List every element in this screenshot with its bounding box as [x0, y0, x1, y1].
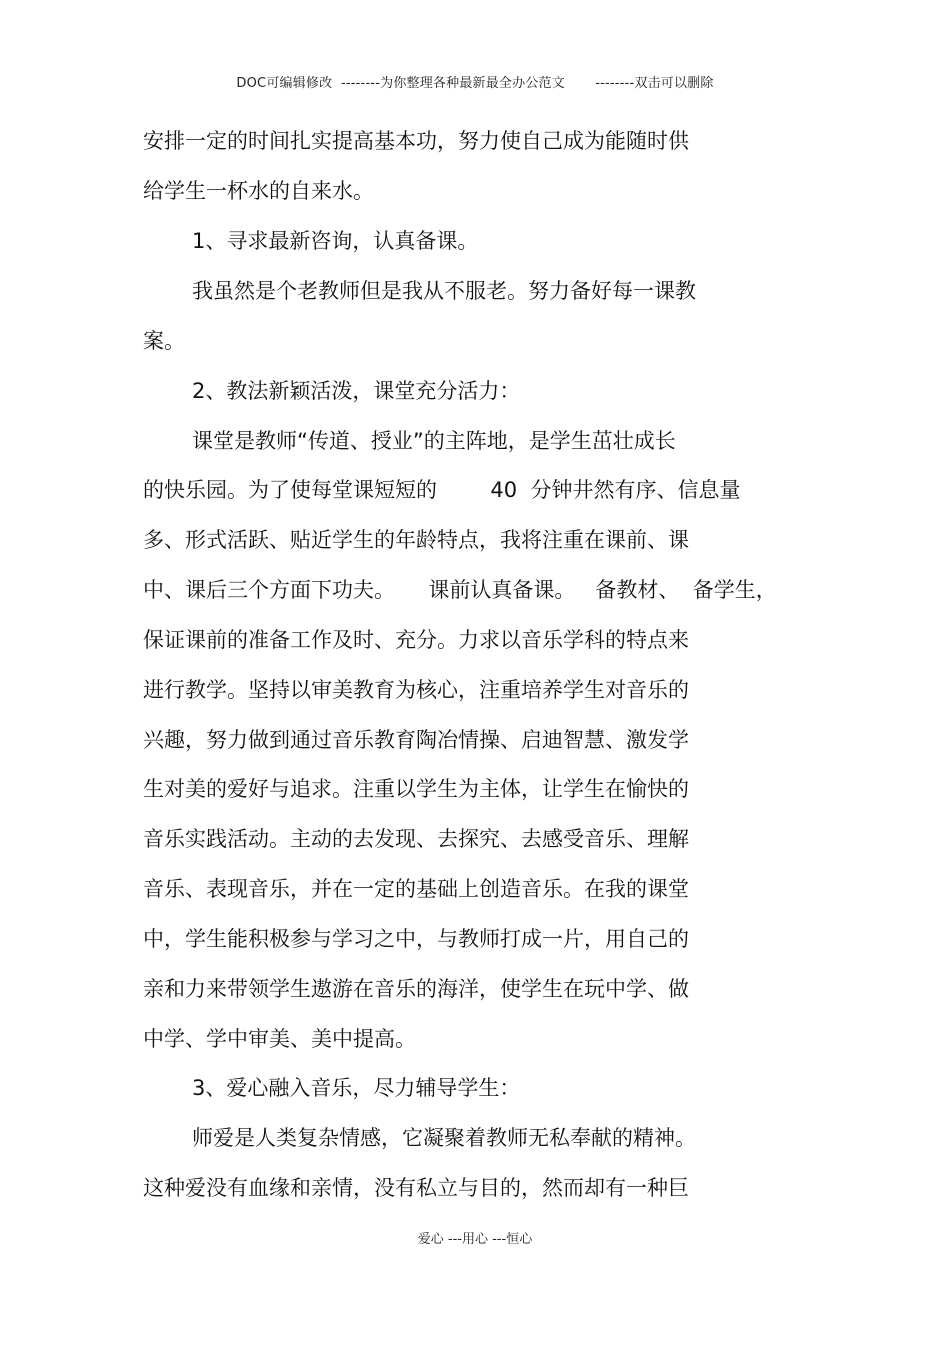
body-line: 多、形式活跃、贴近学生的年龄特点，我将注重在课前、课	[143, 528, 689, 552]
body-line: 音乐实践活动。主动的去发现、去探究、去感受音乐、理解	[143, 827, 689, 851]
body-line: 3、爱心融入音乐，尽力辅导学生：	[192, 1076, 521, 1100]
body-line: 2、教法新颖活泼，课堂充分活力：	[192, 379, 521, 403]
body-line: 课堂是教师“传道、授业”的主阵地，是学生茁壮成长	[192, 429, 676, 453]
body-line: 这种爱没有血缘和亲情，没有私立与目的，然而却有一种巨	[143, 1176, 689, 1200]
page-footer: 爱心 ---用心 ---恒心	[417, 1232, 533, 1247]
body-line: 音乐、表现音乐，并在一定的基础上创造音乐。在我的课堂	[143, 877, 689, 901]
body-line: 保证课前的准备工作及时、充分。力求以音乐学科的特点来	[143, 628, 689, 652]
body-line: 的快乐园。为了使每堂课短短的 40 分钟井然有序、信息量	[143, 478, 741, 502]
body-line: 中，学生能积极参与学习之中，与教师打成一片，用自己的	[143, 927, 689, 951]
body-line: 亲和力来带领学生遨游在音乐的海洋，使学生在玩中学、做	[143, 977, 689, 1001]
body-line: 1、寻求最新咨询，认真备课。	[192, 229, 479, 253]
body-line: 中、课后三个方面下功夫。 课前认真备课。 备教材、 备学生，	[143, 578, 777, 602]
body-line: 中学、学中审美、美中提高。	[143, 1027, 416, 1051]
body-line: 生对美的爱好与追求。注重以学生为主体，让学生在愉快的	[143, 777, 689, 801]
body-line: 给学生一杯水的自来水。	[143, 179, 374, 203]
page-header: DOC可编辑修改 --------为你整理各种最新最全办公范文 --------双击可以删除	[236, 76, 714, 91]
body-line: 安排一定的时间扎实提高基本功，努力使自己成为能随时供	[143, 129, 689, 153]
body-line: 师爱是人类复杂情感，它凝聚着教师无私奉献的精神。	[192, 1126, 696, 1150]
body-line: 进行教学。坚持以审美教育为核心，注重培养学生对音乐的	[143, 678, 689, 702]
body-line: 兴趣，努力做到通过音乐教育陶冶情操、启迪智慧、激发学	[143, 728, 689, 752]
body-line: 案。	[143, 329, 185, 353]
body-line: 我虽然是个老教师但是我从不服老。努力备好每一课教	[192, 279, 696, 303]
